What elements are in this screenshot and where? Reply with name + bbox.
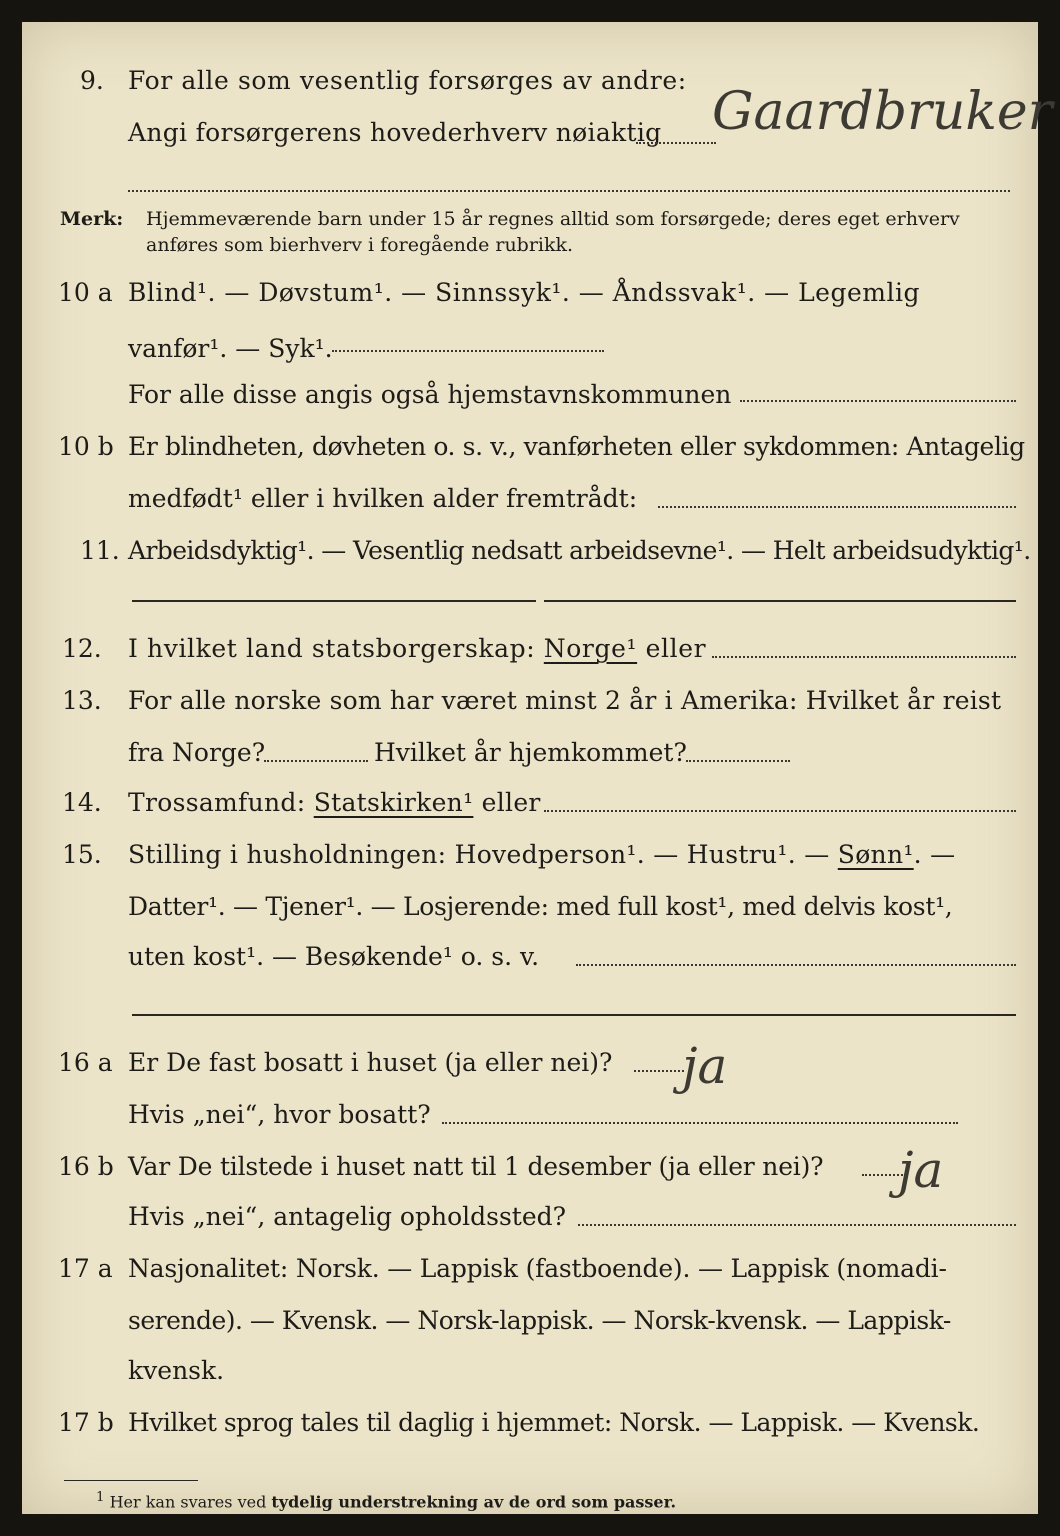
question-text: Var De tilstede i huset natt til 1 desember (ja eller nei)? <box>128 1152 824 1181</box>
question-number: 17 a <box>58 1254 113 1283</box>
question-number: 14. <box>62 788 102 817</box>
question-text: serende). — Kvensk. — Norsk-lappisk. — Norsk-kvensk. — Lappisk- <box>128 1306 951 1335</box>
question-text: For alle som vesentlig forsørges av andre: <box>128 66 687 95</box>
footnote-mark: 1 <box>96 1490 105 1505</box>
question-text: fra Norge? <box>128 738 266 767</box>
answer-dotted-line <box>578 1224 1016 1226</box>
footnote <box>96 1488 676 1512</box>
question-text: For alle disse angis også hjemstavnskommunen <box>128 380 732 409</box>
question-text <box>128 634 706 664</box>
question-number: 9. <box>80 66 104 95</box>
question-text-start: Trossamfund: <box>128 788 306 817</box>
answer-dotted-line <box>544 810 1016 812</box>
census-form-page <box>22 22 1053 1514</box>
section-divider <box>544 600 1016 602</box>
answer-dotted-line <box>686 760 790 762</box>
question-text: Angi forsørgerens hovederhverv nøiaktig <box>128 118 662 147</box>
question-number: 10 b <box>58 432 114 461</box>
question-text: For alle norske som har været minst 2 år i Amerika: Hvilket år reist <box>128 686 1002 715</box>
answer-dotted-line <box>636 142 716 144</box>
question-text: Blind¹. — Døvstum¹. — Sinnssyk¹. — Åndssvak¹. — Legemlig <box>128 278 920 307</box>
note-label: Merk: <box>60 208 124 230</box>
question-text-end: eller <box>645 634 707 663</box>
question-text: Hvilket sprog tales til daglig i hjemmet: Norsk. — Lappisk. — Kvensk. <box>128 1408 980 1437</box>
handwritten-answer: ja <box>898 1141 944 1199</box>
handwritten-answer: Gaardbruker <box>712 82 1053 142</box>
underlined-answer: Statskirken¹ <box>313 788 474 817</box>
section-divider <box>132 600 536 602</box>
question-text: Datter¹. — Tjener¹. — Losjerende: med full kost¹, med delvis kost¹, <box>128 892 953 921</box>
question-number: 16 a <box>58 1048 113 1077</box>
footnote-rule <box>64 1480 198 1481</box>
question-text-start: Stilling i husholdningen: Hovedperson¹. — Hustru¹. — <box>128 840 830 869</box>
answer-dotted-line <box>658 506 1016 508</box>
answer-dotted-line <box>332 350 604 352</box>
question-number: 12. <box>62 634 102 663</box>
question-text <box>128 788 541 818</box>
question-text-end: eller <box>481 788 541 817</box>
note-text: Hjemmeværende barn under 15 år regnes alltid som forsørgede; deres eget erhverv <box>146 208 960 230</box>
answer-dotted-line <box>634 1070 684 1072</box>
question-text: uten kost¹. — Besøkende¹ o. s. v. <box>128 942 540 971</box>
question-text-start: I hvilket land statsborgerskap: <box>128 634 536 663</box>
question-number: 10 a <box>58 278 113 307</box>
underlined-answer: Sønn¹ <box>837 840 914 869</box>
question-number: 16 b <box>58 1152 114 1181</box>
answer-dotted-line <box>740 400 1016 402</box>
question-text: Hvilket år hjemkommet? <box>374 738 687 767</box>
question-text: Nasjonalitet: Norsk. — Lappisk (fastboende). — Lappisk (nomadi- <box>128 1254 947 1283</box>
question-text: Arbeidsdyktig¹. — Vesentlig nedsatt arbeidsevne¹. — Helt arbeidsudyktig¹. <box>128 536 1031 565</box>
footnote-text: Her kan svares ved <box>109 1492 267 1512</box>
question-text: Hvis „nei“, antagelig opholdssted? <box>128 1202 567 1231</box>
question-text: kvensk. <box>128 1356 225 1385</box>
question-number: 15. <box>62 840 102 869</box>
question-number: 11. <box>80 536 120 565</box>
footnote-emphasis: tydelig understrekning av de ord som passer. <box>271 1492 677 1512</box>
answer-dotted-line <box>128 190 1010 192</box>
answer-dotted-line <box>712 656 1016 658</box>
note-text: anføres som bierhverv i foregående rubrikk. <box>146 234 574 256</box>
question-text: medfødt¹ eller i hvilken alder fremtrådt: <box>128 484 638 513</box>
answer-dotted-line <box>442 1122 958 1124</box>
question-text-end: . — <box>913 840 956 869</box>
question-text: vanfør¹. — Syk¹. <box>128 334 333 363</box>
question-number: 13. <box>62 686 102 715</box>
question-text <box>128 840 955 870</box>
section-divider <box>132 1014 1016 1016</box>
handwritten-answer: ja <box>682 1037 728 1095</box>
question-number: 17 b <box>58 1408 114 1437</box>
answer-dotted-line <box>264 760 368 762</box>
answer-dotted-line <box>576 964 1016 966</box>
question-text: Hvis „nei“, hvor bosatt? <box>128 1100 431 1129</box>
question-text: Er blindheten, døvheten o. s. v., vanførheten eller sykdommen: Antagelig <box>128 432 1025 461</box>
question-text: Er De fast bosatt i huset (ja eller nei)? <box>128 1048 613 1077</box>
underlined-answer: Norge¹ <box>543 634 638 663</box>
